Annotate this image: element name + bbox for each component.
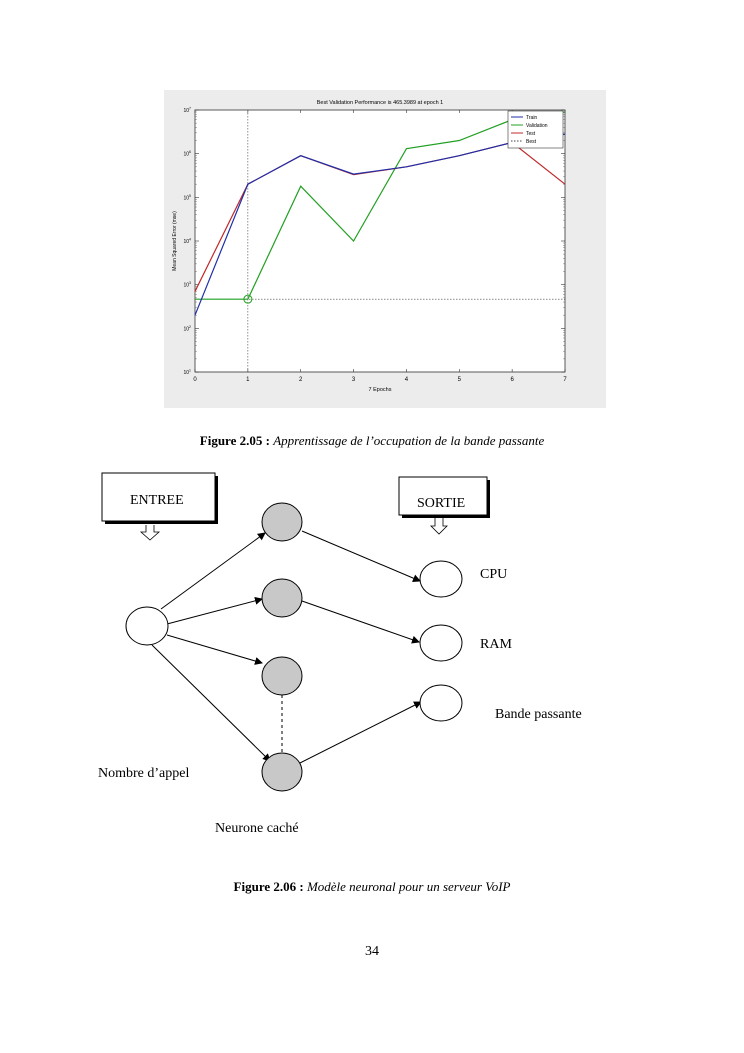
output-label-bande-passante: Bande passante <box>495 707 582 722</box>
figure-2-06-number: Figure 2.06 : <box>233 879 304 894</box>
y-tick-label: $10^4$ <box>183 237 191 245</box>
output-neuron-cpu <box>420 561 462 597</box>
legend-label-best: Best <box>526 139 537 145</box>
edge-input-hidden2 <box>167 599 262 624</box>
hidden-neuron-3 <box>262 657 302 695</box>
figure-2-05-text: Apprentissage de l’occupation de la bande passante <box>273 433 545 448</box>
x-tick-label: 1 <box>246 377 250 383</box>
input-down-arrow-icon <box>141 525 159 540</box>
hidden-neuron-1 <box>262 503 302 541</box>
x-tick-label: 7 <box>563 377 567 383</box>
input-box-label: ENTREE <box>130 493 184 508</box>
training-performance-chart <box>0 0 744 420</box>
edge-hidden4-bande <box>300 702 421 763</box>
y-tick-label: $10^5$ <box>183 193 191 202</box>
output-down-arrow-icon <box>431 518 447 534</box>
input-neuron <box>126 607 168 645</box>
hidden-layer-label: Neurone caché <box>215 821 299 836</box>
edge-hidden2-ram <box>302 601 419 642</box>
output-box-label: SORTIE <box>417 496 466 511</box>
figure-2-06-text: Modèle neuronal pour un serveur VoIP <box>306 879 511 894</box>
figure-2-05-caption <box>0 433 744 449</box>
legend-label-test: Test <box>526 131 536 137</box>
x-tick-label: 0 <box>193 377 197 383</box>
chart-y-axis-label: Mean Squared Error (mse) <box>172 211 178 271</box>
edge-input-hidden3 <box>167 635 262 663</box>
y-tick-label: $10^1$ <box>183 368 191 376</box>
output-neuron-ram <box>420 625 462 661</box>
y-tick-label: $10^2$ <box>183 324 191 333</box>
hidden-neuron-4 <box>262 753 302 791</box>
x-tick-label: 2 <box>299 377 303 383</box>
output-neuron-bande <box>420 685 462 721</box>
hidden-neuron-2 <box>262 579 302 617</box>
output-label-ram: RAM <box>480 637 512 652</box>
y-tick-label: $10^6$ <box>183 150 191 158</box>
x-tick-label: 4 <box>404 377 409 383</box>
edge-input-hidden4 <box>152 645 270 761</box>
output-label-cpu: CPU <box>480 567 508 582</box>
chart-x-axis-label: 7 Epochs <box>368 387 392 393</box>
x-tick-label: 3 <box>351 377 356 383</box>
legend-label-train: Train <box>526 115 538 121</box>
x-tick-label: 5 <box>457 377 461 383</box>
neural-network-diagram <box>0 460 744 860</box>
figure-2-06-caption <box>0 879 744 895</box>
edge-hidden1-cpu <box>302 531 420 581</box>
edge-input-hidden1 <box>161 533 265 609</box>
legend-label-validation: Validation <box>526 123 548 129</box>
chart-plot-area <box>195 110 565 372</box>
figure-2-05-number: Figure 2.05 : <box>199 433 270 448</box>
page-number: 34 <box>365 944 379 959</box>
y-tick-label: $10^3$ <box>183 281 191 289</box>
y-tick-label: $10^7$ <box>183 106 191 114</box>
input-label: Nombre d’appel <box>98 766 190 781</box>
chart-title: Best Validation Performance is 465.3989 at epoch 1 <box>316 100 444 106</box>
x-tick-label: 6 <box>510 377 514 383</box>
